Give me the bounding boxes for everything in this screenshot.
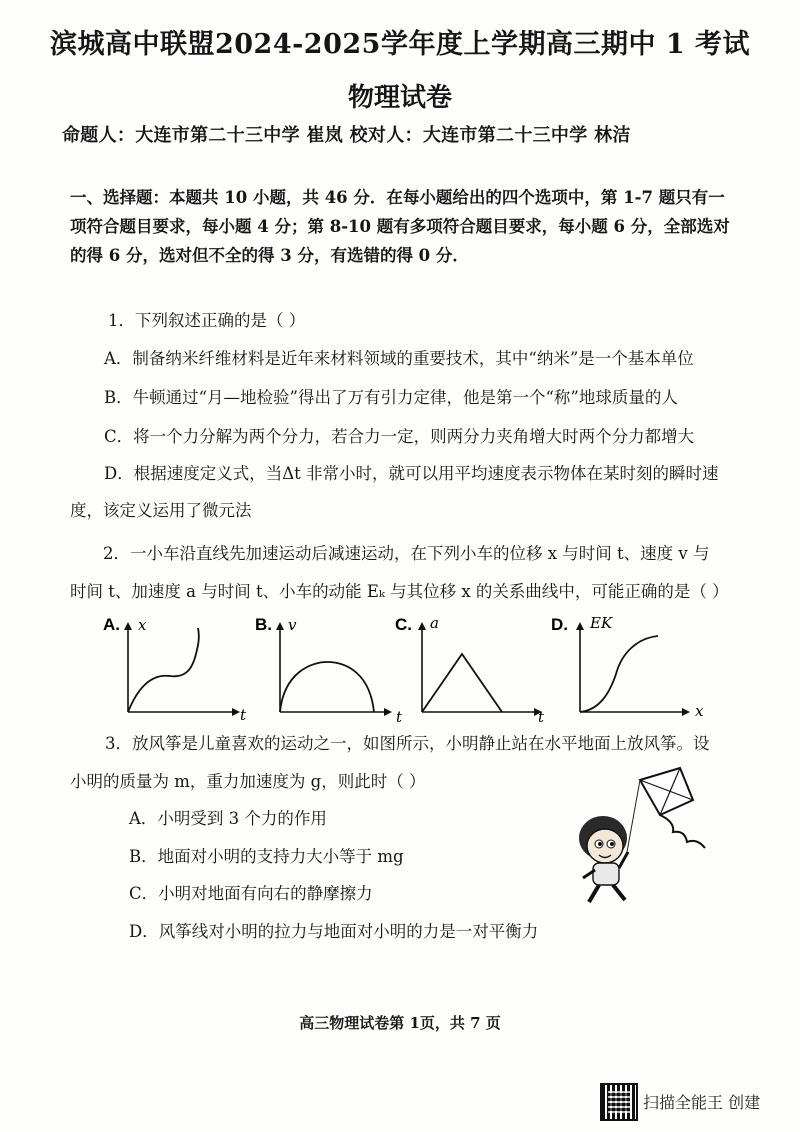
q1-option-b: B．牛顿通过“月—地检验”得出了万有引力定律，他是第一个“称”地球质量的人: [104, 388, 678, 407]
kite-icon: [640, 768, 693, 815]
exam-subtitle: 物理试卷: [347, 83, 452, 113]
q1-option-d: D．根据速度定义式，当Δt 非常小时，就可以用平均速度表示物体在某时刻的瞬时速度，该定义运用了微元法: [70, 464, 719, 520]
q2-graph-c-curve: [422, 654, 502, 712]
q2-graph-a: [100, 612, 260, 722]
q2-graph-c-ylabel: a: [430, 614, 439, 632]
q2-graph-a-xlabel: t: [240, 706, 247, 722]
q1-option-a: A．制备纳米纤维材料是近年来材料领域的重要技术，其中“纳米”是一个基本单位: [104, 349, 694, 368]
q2-graph-a-label: A.: [103, 615, 120, 634]
exam-title: 滨城高中联盟2024-2025学年度上学期高三期中 1 考试: [49, 29, 751, 60]
q3-stem-line2: 小明的质量为 m，重力加速度为 g，则此时（ ）: [70, 772, 426, 791]
authors-line: 命题人：大连市第二十三中学 崔岚 校对人：大连市第二十三中学 林洁: [62, 125, 631, 146]
q2-graph-d: [548, 612, 718, 722]
q2-graph-b-xlabel: t: [396, 708, 403, 722]
q3-option-d: D．风筝线对小明的拉力与地面对小明的力是一对平衡力: [129, 922, 539, 941]
q2-stem-line2: 时间 t、加速度 a 与时间 t、小车的动能 Eₖ 与其位移 x 的关系曲线中，可能正确的是（ ）: [70, 582, 729, 601]
page-footer: 高三物理试卷第 1页，共 7 页: [299, 1014, 501, 1032]
q2-graph-b-curve: [280, 662, 374, 712]
q2-graph-d-curve: [580, 636, 658, 712]
q1-stem: 1．下列叙述正确的是（ ）: [108, 311, 306, 330]
section-instructions: 一、选择题：本题共 10 小题，共 46 分．在每小题给出的四个选项中，第 1-7 题只有一项符合题目要求，每小题 4 分；第 8-10 题有多项符合题目要求，每小题 6 分，全部选对的得 6 分，选对但不全的得 3 分，有选错的得 0 分．: [70, 188, 730, 265]
q3-option-a: A．小明受到 3 个力的作用: [129, 809, 327, 828]
q2-graph-d-xlabel: x: [695, 702, 704, 720]
boy-figure: [579, 816, 628, 902]
qr-code-icon: [600, 1083, 638, 1121]
q2-graph-b-label: B.: [255, 615, 272, 634]
scanner-watermark: 扫描全能王 创建: [643, 1093, 761, 1112]
q2-graph-d-ylabel: EK: [590, 614, 613, 632]
q2-graph-a-curve: [128, 628, 199, 712]
q3-option-c: C．小明对地面有向右的静摩擦力: [129, 884, 373, 903]
q3-stem-line1: 3．放风筝是儿童喜欢的运动之一，如图所示，小明静止站在水平地面上放风筝。设: [105, 734, 710, 753]
q1-option-c: C．将一个力分解为两个分力，若合力一定，则两分力夹角增大时两个分力都增大: [104, 427, 695, 446]
q2-stem-line1: 2．一小车沿直线先加速运动后减速运动，在下列小车的位移 x 与时间 t、速度 v 与: [103, 544, 710, 563]
q2-graph-a-ylabel: x: [138, 616, 147, 634]
q2-graph-b: [252, 612, 412, 722]
kite-boy-illustration: [565, 760, 725, 910]
q2-graph-c-xlabel: t: [538, 708, 545, 722]
q2-graph-c: [392, 612, 562, 722]
q2-graph-c-label: C.: [395, 615, 412, 634]
q2-graph-d-label: D.: [551, 615, 568, 634]
q3-option-b: B．地面对小明的支持力大小等于 mg: [129, 847, 404, 866]
q2-graph-b-ylabel: v: [288, 616, 297, 634]
